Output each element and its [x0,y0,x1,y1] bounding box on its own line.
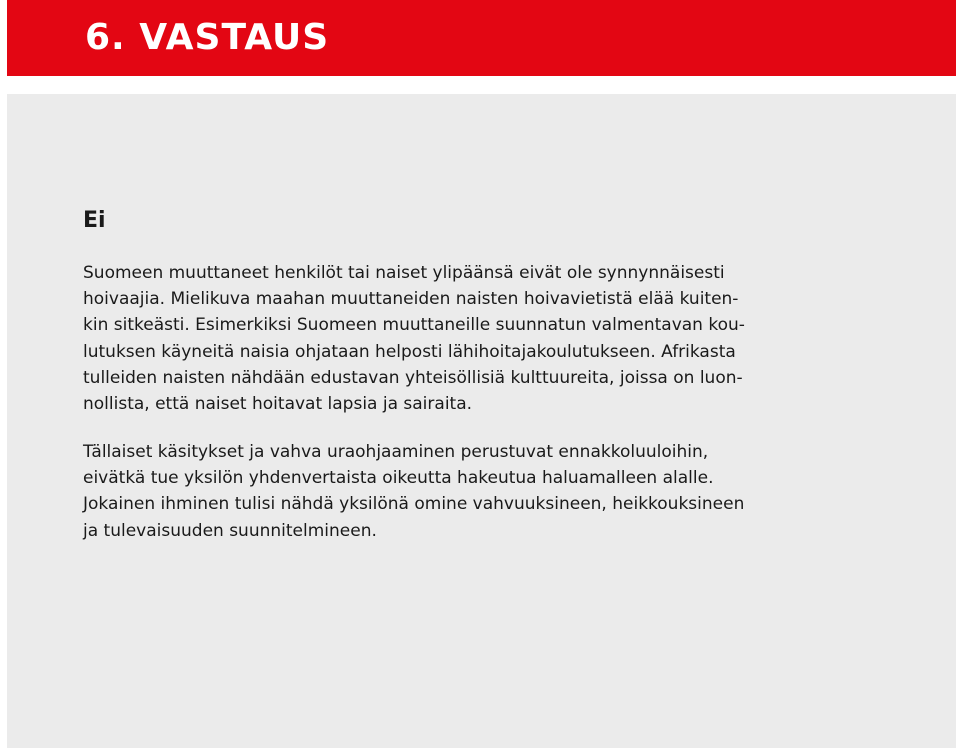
header-bar [7,0,956,76]
paragraph-2 [83,439,883,544]
page-title: 6. VASTAUS [85,17,330,58]
paragraph-line: Jokainen ihminen tulisi nähdä yksilönä omine vahvuuksineen, heikkouksineen [83,494,745,515]
content-panel [7,94,956,748]
paragraph-line: eivätkä tue yksilön yhdenvertaista oikeutta hakeutua haluamalleen alalle. [83,468,714,489]
paragraph-line: nollista, että naiset hoitavat lapsia ja sairaita. [83,394,473,415]
paragraph-line: Tällaiset käsitykset ja vahva uraohjaaminen perustuvat ennakkoluuloihin, [83,442,709,462]
paragraph-line: lutuksen käyneitä naisia ohjataan helposti lähihoitajakoulutukseen. Afrikasta [83,341,736,362]
paragraph-line: kin sitkeästi. Esimerkiksi Suomeen muuttaneille suunnatun valmentavan kou- [83,315,745,336]
paragraph-1 [83,260,883,417]
paragraph-line: Suomeen muuttaneet henkilöt tai naiset ylipäänsä eivät ole synnynnäisesti [83,263,725,283]
answer-heading: Ei [83,208,106,233]
paragraph-line: ja tulevaisuuden suunnitelmineen. [83,520,377,541]
paragraph-line: hoivaajia. Mielikuva maahan muuttaneiden naisten hoivavietistä elää kuiten- [83,289,739,310]
paragraph-line: tulleiden naisten nähdään edustavan yhteisöllisiä kulttuureita, joissa on luon- [83,367,743,388]
